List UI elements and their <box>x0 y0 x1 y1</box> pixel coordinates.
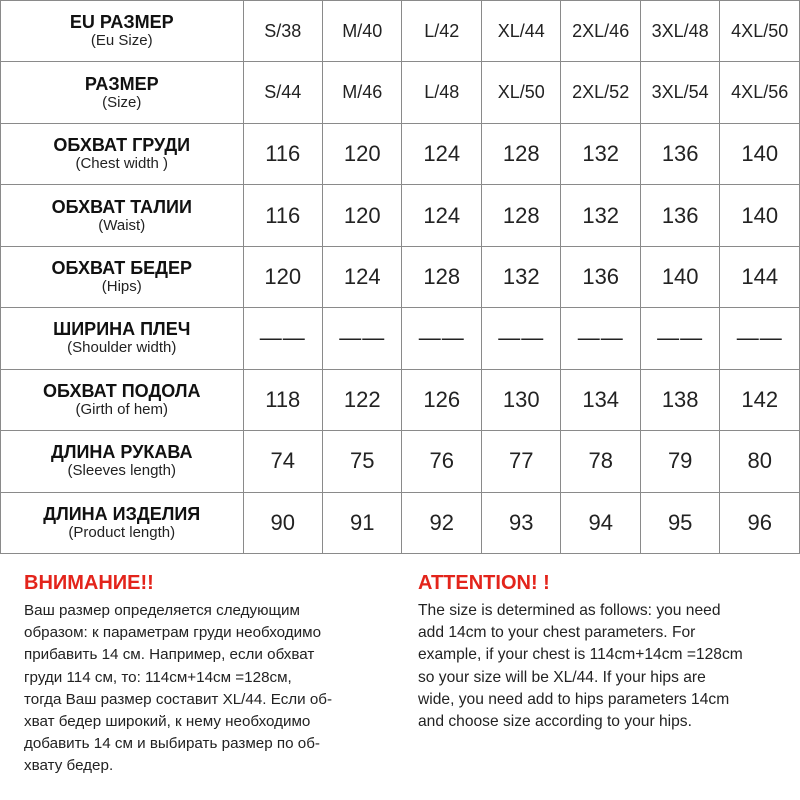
notice-russian <box>24 566 404 778</box>
row-label-cell <box>1 1 244 62</box>
row-label-english: (Waist) <box>98 216 146 234</box>
value-cell: 132 <box>481 246 560 307</box>
value-cell: 90 <box>243 492 322 554</box>
table-row <box>1 1 800 62</box>
row-label-cell <box>1 185 244 246</box>
value-cell: —— <box>481 308 560 369</box>
row-label-english: (Product length) <box>68 523 176 541</box>
value-cell: M/40 <box>323 1 402 62</box>
notice-english-text: The size is determined as follows: you need add 14cm to your chest parameters. For example, if your chest is 114cm+14cm =128cm so your size will be XL/44. If your hips are wide, you need add to hips parameters 14cm and choose size according to your hips. <box>418 602 743 731</box>
row-label-russian: РАЗМЕР <box>84 73 159 94</box>
value-cell: 120 <box>323 123 402 184</box>
row-label-cell <box>1 431 244 492</box>
value-cell: 140 <box>640 246 719 307</box>
value-cell: 136 <box>640 185 719 246</box>
value-cell: 116 <box>243 123 322 184</box>
value-cell: 94 <box>561 492 640 554</box>
value-cell: 78 <box>561 431 640 492</box>
row-label-russian: ШИРИНА ПЛЕЧ <box>53 319 191 340</box>
value-cell: 126 <box>402 369 481 430</box>
row-label-english: (Size) <box>102 93 142 111</box>
row-label-english: (Shoulder width) <box>67 339 177 357</box>
row-label-russian: ОБХВАТ ГРУДИ <box>53 135 191 156</box>
value-cell: 3XL/48 <box>640 1 719 62</box>
row-label-cell <box>1 123 244 184</box>
value-cell: 128 <box>481 185 560 246</box>
value-cell: 118 <box>243 369 322 430</box>
value-cell: —— <box>323 308 402 369</box>
value-cell: 136 <box>640 123 719 184</box>
value-cell: 95 <box>640 492 719 554</box>
notices <box>0 566 800 800</box>
notice-english <box>418 566 798 733</box>
value-cell: —— <box>720 308 800 369</box>
value-cell: 96 <box>720 492 800 554</box>
row-label-russian: ДЛИНА РУКАВА <box>51 442 193 463</box>
table-row <box>1 369 800 430</box>
value-cell: 79 <box>640 431 719 492</box>
value-cell: —— <box>561 308 640 369</box>
value-cell: 128 <box>481 123 560 184</box>
value-cell: 132 <box>561 123 640 184</box>
row-label-russian: ДЛИНА ИЗДЕЛИЯ <box>43 503 201 524</box>
value-cell: 92 <box>402 492 481 554</box>
value-cell: S/38 <box>243 1 322 62</box>
value-cell: 124 <box>402 123 481 184</box>
row-label-russian: ОБХВАТ ПОДОЛА <box>43 380 201 401</box>
value-cell: 142 <box>720 369 800 430</box>
table-row <box>1 62 800 123</box>
notice-russian-title: ВНИМАНИЕ!! <box>24 572 154 594</box>
row-label-english: (Sleeves length) <box>67 462 176 480</box>
row-label-english: (Girth of hem) <box>75 400 169 418</box>
value-cell: 120 <box>243 246 322 307</box>
value-cell: —— <box>402 308 481 369</box>
value-cell: L/42 <box>402 1 481 62</box>
row-label-cell <box>1 62 244 123</box>
value-cell: 128 <box>402 246 481 307</box>
row-label-english: (Chest width ) <box>75 155 169 173</box>
value-cell: 120 <box>323 185 402 246</box>
notice-english-title: ATTENTION! ! <box>418 572 550 594</box>
value-cell: 124 <box>402 185 481 246</box>
row-label-cell <box>1 308 244 369</box>
value-cell: 74 <box>243 431 322 492</box>
value-cell: 136 <box>561 246 640 307</box>
table-row <box>1 308 800 369</box>
row-label-cell <box>1 492 244 554</box>
table-row <box>1 123 800 184</box>
table-row <box>1 246 800 307</box>
row-label-russian: ОБХВАТ ТАЛИИ <box>51 196 192 217</box>
value-cell: 130 <box>481 369 560 430</box>
row-label-english: (Hips) <box>101 277 142 295</box>
row-label-russian: ОБХВАТ БЕДЕР <box>51 257 192 278</box>
value-cell: 122 <box>323 369 402 430</box>
size-table-body <box>1 1 800 554</box>
value-cell: 75 <box>323 431 402 492</box>
value-cell: 116 <box>243 185 322 246</box>
value-cell: 132 <box>561 185 640 246</box>
value-cell: XL/50 <box>481 62 560 123</box>
value-cell: 77 <box>481 431 560 492</box>
value-cell: 91 <box>323 492 402 554</box>
value-cell: 134 <box>561 369 640 430</box>
value-cell: 2XL/46 <box>561 1 640 62</box>
row-label-cell <box>1 369 244 430</box>
value-cell: L/48 <box>402 62 481 123</box>
value-cell: 93 <box>481 492 560 554</box>
value-cell: 140 <box>720 123 800 184</box>
value-cell: 3XL/54 <box>640 62 719 123</box>
value-cell: —— <box>243 308 322 369</box>
value-cell: 144 <box>720 246 800 307</box>
table-row <box>1 431 800 492</box>
value-cell: 80 <box>720 431 800 492</box>
value-cell: S/44 <box>243 62 322 123</box>
row-label-cell <box>1 246 244 307</box>
table-row <box>1 492 800 554</box>
row-label-english: (Eu Size) <box>90 32 153 50</box>
table-row <box>1 185 800 246</box>
value-cell: XL/44 <box>481 1 560 62</box>
value-cell: 2XL/52 <box>561 62 640 123</box>
value-cell: 124 <box>323 246 402 307</box>
value-cell: —— <box>640 308 719 369</box>
value-cell: 76 <box>402 431 481 492</box>
value-cell: 4XL/50 <box>720 1 800 62</box>
value-cell: M/46 <box>323 62 402 123</box>
value-cell: 140 <box>720 185 800 246</box>
value-cell: 4XL/56 <box>720 62 800 123</box>
notice-russian-text: Ваш размер определяется следующим образом: к параметрам груди необходимо прибавить 14 см. Например, если обхват груди 114 см, то: 114см+14см =128см, тогда Ваш размер составит XL/44. Если об- хват бедер широкий, к нему необходимо добавить 14 см и выбирать размер по об- хвату бедер. <box>24 602 333 775</box>
value-cell: 138 <box>640 369 719 430</box>
row-label-russian: EU РАЗМЕР <box>69 12 174 33</box>
